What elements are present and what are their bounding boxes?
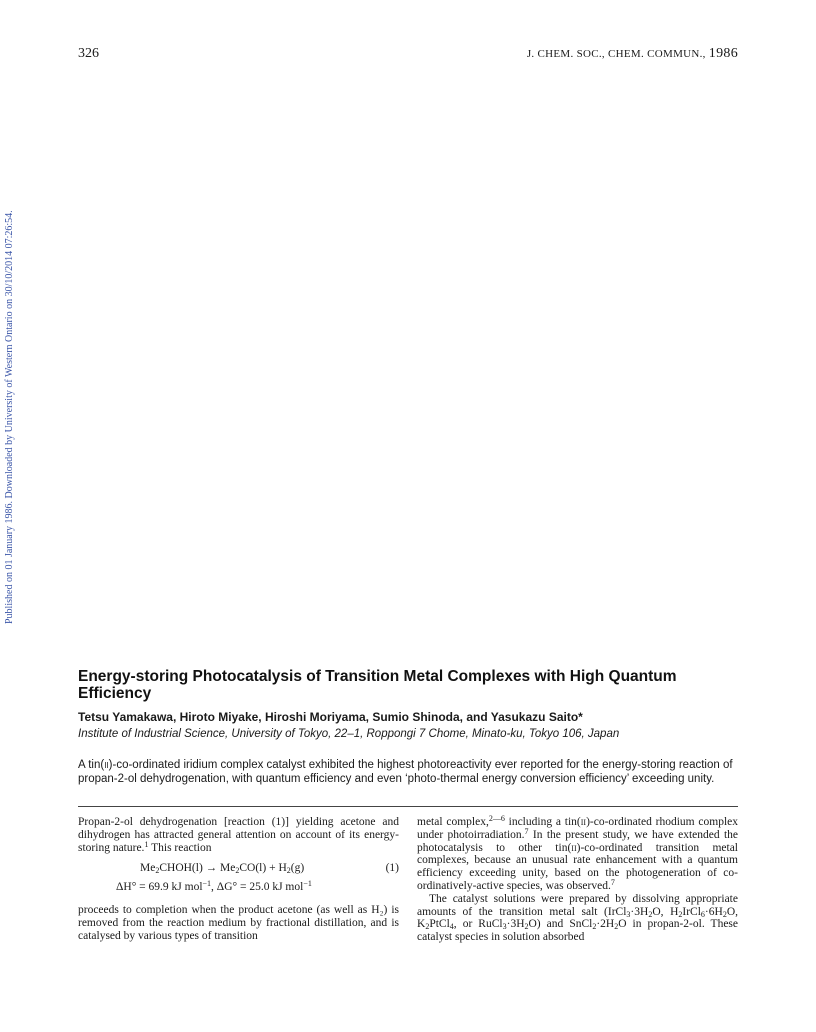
section-rule bbox=[78, 806, 738, 807]
reference-marker[interactable]: 2—6 bbox=[488, 814, 505, 823]
equation-text: $Me_2CHOH(l) \to Me_2CO(l) + H_2(g)$ bbox=[140, 862, 305, 876]
body-paragraph: metal complex,$^{2—6}$ including a tin(ii)-co-ordinated rhodium complex under photoirradiation.$^7$ In the present study, we have extended the photocatalysis to other tin(ii)-co-ordinated transition metal complexes, because an unusual rate enhancement with a quantum efficiency exceeding unity, based on the photogeneration of co-ordinatively-active species, was observed.$^7$ bbox=[417, 814, 739, 892]
journal-year: 1986 bbox=[708, 46, 738, 61]
article-abstract bbox=[78, 759, 733, 786]
equation-number: (1) bbox=[385, 862, 399, 875]
abstract-text: )-co-ordinated iridium complex catalyst exhibited the highest photoreactivity ever reported for the energy-storing reaction of propan-2-ol dehydrogenation, with quantum efficiency and even ‘photo-thermal energy conversion efficiency’ exceeding unity. bbox=[78, 759, 733, 785]
article-title: Energy-storing Photocatalysis of Transition Metal Complexes with High Quantum Efficiency bbox=[78, 668, 677, 702]
paragraph-text: This reaction bbox=[148, 841, 212, 854]
body-paragraph bbox=[78, 816, 399, 854]
left-column bbox=[78, 816, 399, 943]
body-paragraph: The catalyst solutions were prepared by dissolving appropriate amounts of the transition metal salt ($IrCl_3\cdot 3H_2O$, $H_2IrCl_6\cdot 6H_2O$, $K_2PtCl_4$, or $RuCl_3\cdot 3H_2O$) and $SnCl_2\cdot 2H_2O$ in propan-2-ol. These catalyst species in solution absorbed bbox=[417, 892, 738, 944]
paragraph-text: Propan-2-ol dehydrogenation [reaction (1)] yielding acetone and dihydrogen has attracted general attention on account of its energy-storing nature. bbox=[78, 816, 399, 854]
abstract-text: A tin( bbox=[78, 759, 105, 771]
reference-marker[interactable]: 7 bbox=[610, 877, 615, 887]
journal-header bbox=[527, 46, 738, 62]
article-affiliation: Institute of Industrial Science, University of Tokyo, 22–1, Roppongi 7 Chome, Minato-ku, Tokyo 106, Japan bbox=[78, 728, 620, 740]
right-column bbox=[417, 816, 738, 944]
abstract-oxidation-state: ii bbox=[104, 759, 109, 771]
body-paragraph: proceeds to completion when the product acetone (as well as H₂) is removed from the reaction medium by fractional distillation, and is catalysed by various types of transition bbox=[78, 904, 399, 942]
reaction-equation bbox=[78, 862, 399, 879]
thermodynamic-values: ΔH° = 69.9 kJ mol$^{-1}$, ΔG° = 25.0 kJ mol$^{-1}$ bbox=[116, 879, 312, 894]
article-authors: Tetsu Yamakawa, Hiroto Miyake, Hiroshi Moriyama, Sumio Shinoda, and Yasukazu Saito* bbox=[78, 710, 583, 724]
download-watermark[interactable]: Published on 01 January 1986. Downloaded by University of Western Ontario on 30/10/2014 07:26:54. bbox=[4, 210, 15, 624]
reference-marker[interactable]: 7 bbox=[524, 826, 529, 836]
page-number: 326 bbox=[78, 46, 99, 61]
journal-name: J. CHEM. SOC., CHEM. COMMUN., bbox=[526, 48, 706, 60]
reference-marker[interactable]: 1 bbox=[144, 839, 149, 849]
